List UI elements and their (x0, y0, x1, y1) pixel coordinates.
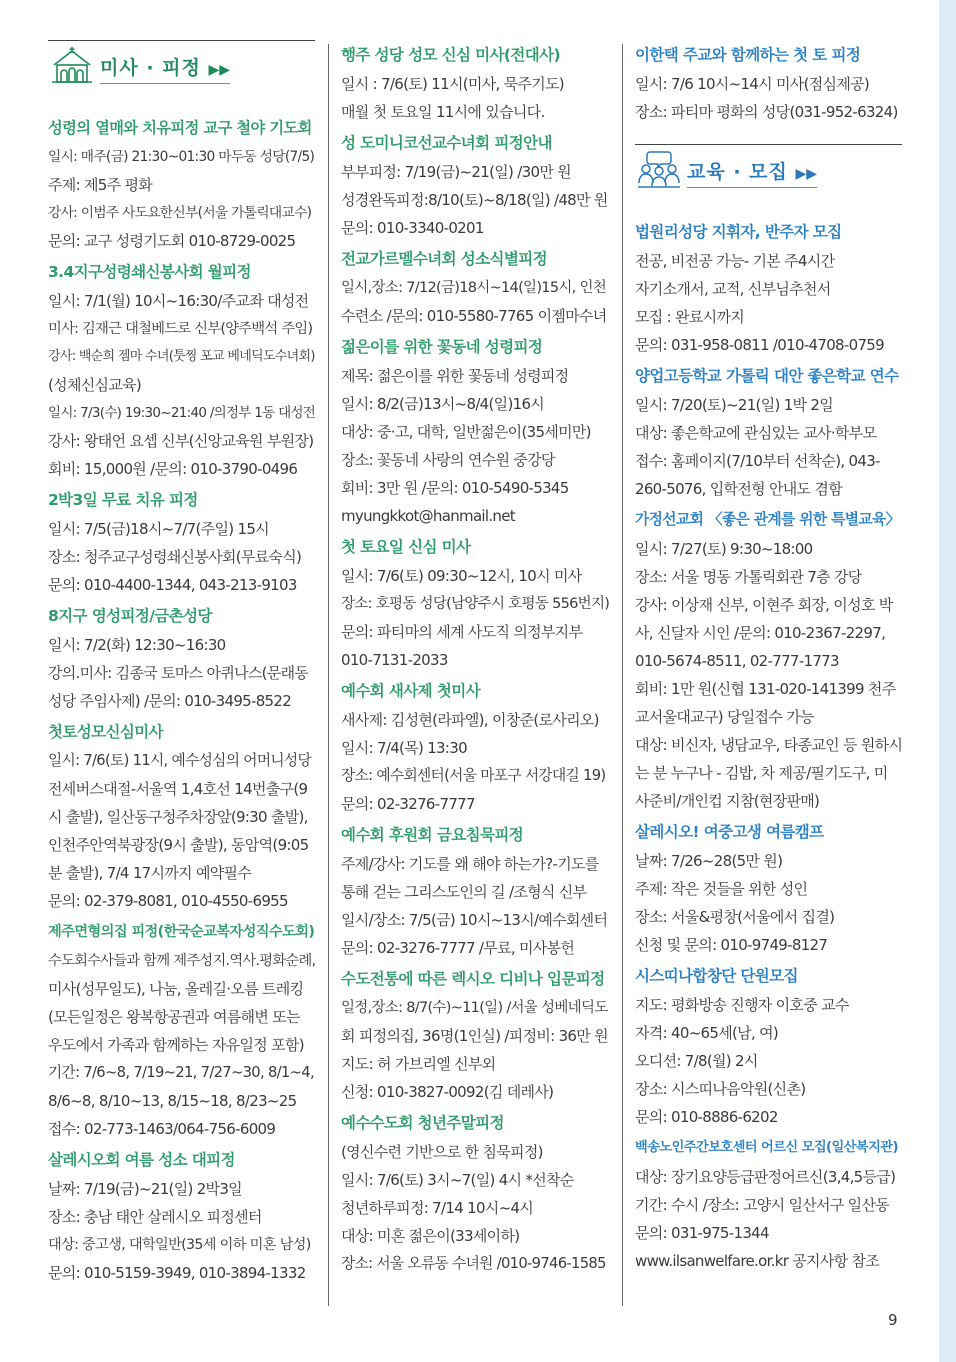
listing-line: 장소: 시스띠나음악원(신촌) (635, 1080, 806, 1098)
listing-line: 자격: 40~65세(남, 여) (635, 1024, 779, 1042)
listing-line: 매월 첫 토요일 11시에 있습니다. (341, 103, 545, 121)
listing-item (341, 40, 609, 126)
listing-item (341, 532, 609, 674)
section-header-education (635, 144, 902, 203)
listing-line: 문의: 010-8886-6202 (635, 1108, 778, 1126)
column-1 (48, 40, 315, 1306)
listing-line: 문의: 교구 성령기도회 010-8729-0025 (48, 232, 296, 250)
listing-line: 는 분 누구나 - 김밥, 차 제공/필기도구, 미 (635, 764, 888, 782)
listing-line: 성경완독피정:8/10(토)~8/18(일) /48만 원 (341, 191, 608, 209)
listing-line: 전공, 비전공 가능- 기본 주4시간 (635, 252, 835, 270)
listing-title: 전교가르멜수녀회 성소식별피정 (341, 250, 548, 268)
listing-line: 전세버스대절-서울역 1,4호선 14번출구(9 (48, 780, 308, 798)
listing-line: 기간: 7/6~8, 7/19~21, 7/27~30, 8/1~4, (48, 1064, 314, 1081)
listing-item (635, 817, 902, 959)
side-color-strip (939, 0, 956, 1362)
listing-title: 8지구 영성피정/금촌성당 (48, 607, 212, 625)
listing-line: www.ilsanwelfare.or.kr 공지사항 참조 (635, 1252, 880, 1270)
listing-group (48, 113, 315, 1287)
listing-line: 회 피정의집, 36명(1인실) /피정비: 36만 원 (341, 1027, 608, 1045)
listing-line: 강사: 이상재 신부, 이현주 회장, 이성호 박 (635, 596, 893, 614)
listing-line: 문의: 010-4400-1344, 043-213-9103 (48, 576, 297, 594)
listing-line: 주제/강사: 기도를 왜 해야 하는가?-기도를 (341, 855, 599, 873)
listing-line: 대상: 중고생, 대학일반(35세 이하 미혼 남성) (48, 1237, 311, 1253)
column-2 (341, 40, 609, 1306)
listing-item (635, 40, 902, 126)
listing-line: 일시,장소: 7/12(금)18시~14(일)15시, 인천 (341, 280, 607, 296)
listing-line: 260-5076, 입학전형 안내도 겸함 (635, 480, 842, 498)
listing-line: 인천주안역북광장(9시 출발), 동암역(9:05 (48, 836, 309, 854)
listing-line: 모집 : 완료시까지 (635, 308, 745, 326)
listing-line: 시 출발), 일산동구청주차장앞(9:30 출발), (48, 808, 308, 826)
listing-line: 미사: 김재근 대철베드로 신부(양주백석 주임) (48, 321, 313, 337)
listing-line: 문의: 031-975-1344 (635, 1224, 769, 1242)
group-icon (637, 149, 681, 189)
listing-line: 장소: 파티마 평화의 성당(031-952-6324) (635, 103, 898, 121)
listing-item (48, 1145, 315, 1287)
listing-line: 수도회수사들과 함께 제주성지.역사.평화순례, (48, 953, 316, 969)
listing-line: 문의: 02-3276-7777 /무료, 미사봉헌 (341, 939, 575, 957)
listing-line: 일시: 8/2(금)13시~8/4(일)16시 (341, 395, 545, 413)
column-divider (328, 44, 329, 1306)
listing-item (635, 1133, 902, 1275)
listing-line: 문의: 파티마의 세계 사도직 의정부지부 (341, 623, 583, 641)
listing-line: 회비: 3만 원 /문의: 010-5490-5345 (341, 479, 569, 497)
listing-line: 일시: 7/27(토) 9:30~18:00 (635, 540, 813, 558)
listing-item (635, 361, 902, 503)
listing-line: 장소: 예수회센터(서울 마포구 서강대길 19) (341, 767, 606, 784)
listing-line: 사준비/개인컵 지참(현장판매) (635, 792, 820, 810)
listing-line: 지도: 허 가브리엘 신부외 (341, 1055, 496, 1073)
listing-line: 새사제: 김성현(라파엘), 이창준(로사리오) (341, 711, 599, 729)
listing-line: 회비: 15,000원 /문의: 010-3790-0496 (48, 460, 298, 478)
section-title-text: 교육 · 모집 (687, 161, 788, 183)
listing-line: 접수: 02-773-1463/064-756-6009 (48, 1120, 276, 1138)
listing-title: 3.4지구성령쇄신봉사회 월피정 (48, 263, 251, 281)
listing-title: 이한택 주교와 함께하는 첫 토 피정 (635, 46, 861, 64)
listing-line: 일시: 7/20(토)~21(일) 1박 2일 (635, 396, 834, 414)
listing-line: 강사: 이범주 사도요한신부(서울 가톨릭대교수) (48, 205, 312, 221)
listing-line: 대상: 장기요양등급판정어르신(3,4,5등급) (635, 1168, 896, 1186)
listing-line: 신청 및 문의: 010-9749-8127 (635, 936, 828, 954)
listing-item (341, 244, 609, 330)
listing-item (341, 1108, 609, 1278)
listing-line: 일시: 7/4(목) 13:30 (341, 739, 467, 757)
listing-item (341, 964, 609, 1106)
listing-line: 일시/장소: 7/5(금) 10시~13시/예수회센터 (341, 911, 608, 929)
listing-item (635, 961, 902, 1131)
listing-line: 분 출발), 7/4 17시까지 예약필수 (48, 864, 252, 882)
page-number: 9 (888, 1311, 898, 1329)
listing-line: 신청: 010-3827-0092(김 데레사) (341, 1083, 554, 1101)
listing-item (341, 332, 609, 530)
listing-title: 예수수도회 청년주말피정 (341, 1114, 504, 1132)
listing-line: 일시: 매주(금) 21:30~01:30 마두동 성당(7/5) (48, 149, 315, 165)
listing-line: 접수: 홈페이지(7/10부터 선착순), 043- (635, 452, 880, 470)
listing-title: 시스띠나합창단 단원모집 (635, 967, 798, 985)
listing-line: 대상: 좋은학교에 관심있는 교사·학부모 (635, 424, 877, 442)
listing-line: 수련소 /문의: 010-5580-7765 이젬마수녀 (341, 307, 607, 325)
listing-item (48, 917, 315, 1143)
listing-title: 성령의 열매와 치유피정 교구 철야 기도회 (48, 119, 312, 137)
listing-line: 문의: 031-958-0811 /010-4708-0759 (635, 336, 884, 354)
listing-item (48, 257, 315, 483)
listing-line: 일시: 7/6(토) 09:30~12시, 10시 미사 (341, 567, 582, 585)
listing-title: 예수회 새사제 첫미사 (341, 682, 480, 700)
listing-line: 날짜: 7/19(금)~21(일) 2박3일 (48, 1180, 242, 1198)
listing-title: 법원리성당 지휘자, 반주자 모집 (635, 223, 842, 241)
listing-title: 행주 성당 성모 신심 미사(전대사) (341, 46, 561, 64)
listing-line: 강사: 백순희 젬마 수녀(툿찡 포교 베네딕도수녀회) (48, 349, 315, 364)
listing-title: 첫 토요일 신심 미사 (341, 538, 471, 556)
listing-item (48, 717, 315, 915)
listing-line: 기간: 수시 /장소: 고양시 일산서구 일산동 (635, 1196, 890, 1214)
listing-line: 장소: 꽃동네 사랑의 연수원 중강당 (341, 451, 555, 469)
listing-line: 일시: 7/6(토) 11시, 예수성심의 어머니성당 (48, 752, 312, 769)
listing-line: 일시: 7/5(금)18시~7/7(주일) 15시 (48, 520, 269, 538)
listing-line: 8/6~8, 8/10~13, 8/15~18, 8/23~25 (48, 1092, 297, 1110)
listing-line: 주제: 작은 것들을 위한 성인 (635, 880, 808, 898)
listing-title: 성 도미니코선교수녀회 피정안내 (341, 134, 552, 152)
listing-line: 청년하루피정: 7/14 10시~4시 (341, 1199, 534, 1217)
listing-title: 예수회 후원회 금요침묵피정 (341, 826, 524, 844)
listing-group (341, 40, 609, 1278)
listing-line: 날짜: 7/26~28(5만 원) (635, 852, 783, 870)
column-divider (622, 44, 623, 1306)
listing-line: 장소: 서울 명동 가톨릭회관 7층 강당 (635, 568, 862, 586)
listing-line: 제목: 젊은이를 위한 꽃동네 성령피정 (341, 367, 569, 385)
listing-title: 양업고등학교 가톨릭 대안 좋은학교 연수 (635, 367, 899, 385)
listing-line: 장소: 호평동 성당(남양주시 호평동 556번지) (341, 596, 610, 612)
listing-line: 사, 신달자 시인 /문의: 010-2367-2297, (635, 624, 886, 642)
column-3 (635, 40, 902, 1306)
listing-group (635, 40, 902, 126)
listing-line: 자기소개서, 교적, 신부님추천서 (635, 280, 831, 298)
listing-title: 첫토성모신심미사 (48, 723, 163, 741)
listing-line: 일시 : 7/6(토) 11시(미사, 묵주기도) (341, 75, 564, 93)
listing-line: 문의: 02-3276-7777 (341, 795, 475, 813)
listing-line: 주제: 제5주 평화 (48, 176, 153, 194)
listing-line: 미사(성무일도), 나눔, 올레길·오름 트레킹 (48, 980, 304, 998)
listing-item (635, 217, 902, 359)
listing-line: 일정,장소: 8/7(수)~11(일) /서울 성베네딕도 (341, 1000, 608, 1016)
listing-line: 오디션: 7/8(월) 2시 (635, 1052, 758, 1070)
section-header-mass (48, 40, 315, 99)
listing-title: 살레시오! 여중고생 여름캠프 (635, 823, 824, 841)
listing-line: myungkkot@hanmail.net (341, 507, 515, 525)
listing-line: 장소: 충남 태안 살레시오 피정센터 (48, 1208, 262, 1226)
listing-title: 2박3일 무료 치유 피정 (48, 491, 198, 509)
listing-title: 젊은이를 위한 꽃동네 성령피정 (341, 338, 543, 356)
church-icon (50, 45, 94, 85)
listing-line: 부부피정: 7/19(금)~21(일) /30만 원 (341, 163, 571, 181)
listing-line: 일시: 7/3(수) 19:30~21:40 /의정부 1동 대성전 (48, 405, 316, 421)
listing-title: 가정선교회 〈좋은 관계를 위한 특별교육〉 (635, 511, 900, 528)
listing-line: (영신수련 기반으로 한 침묵피정) (341, 1143, 543, 1161)
listing-line: 문의: 02-379-8081, 010-4550-6955 (48, 892, 288, 910)
section-title-mass (100, 53, 230, 84)
listing-item (48, 601, 315, 715)
listing-title: 수도전통에 따른 렉시오 디비나 입문피정 (341, 970, 605, 988)
listing-item (341, 128, 609, 242)
listing-item (48, 113, 315, 255)
listing-title: 제주면형의집 피정(한국순교복자성직수도회) (48, 924, 315, 940)
listing-item (341, 820, 609, 962)
listing-title: 백송노인주간보호센터 어르신 모집(일산복지관) (635, 1140, 898, 1155)
arrow-icon: ▶▶ (795, 166, 818, 182)
listing-line: 대상: 미혼 젊은이(33세이하) (341, 1227, 520, 1245)
listing-line: 문의: 010-5159-3949, 010-3894-1332 (48, 1264, 306, 1282)
listing-line: 강의.미사: 김종국 토마스 아퀴나스(문래동 (48, 664, 309, 682)
listing-line: 010-5674-8511, 02-777-1773 (635, 652, 839, 670)
listing-line: 대상: 비신자, 냉담교우, 타종교인 등 원하시 (635, 736, 903, 754)
listing-line: 장소: 서울 오류동 수녀원 /010-9746-1585 (341, 1255, 606, 1272)
listing-line: 통해 걷는 그리스도인의 길 /조형식 신부 (341, 883, 587, 901)
arrow-icon: ▶▶ (208, 62, 231, 78)
listing-line: 지도: 평화방송 진행자 이호중 교수 (635, 996, 849, 1014)
listing-item (635, 505, 902, 815)
listing-line: 우도에서 가족과 함께하는 자유일정 포함) (48, 1036, 304, 1054)
listing-line: 회비: 1만 원(신협 131-020-141399 천주 (635, 680, 896, 698)
listing-line: 대상: 중·고, 대학, 일반젊은이(35세미만) (341, 423, 591, 441)
listing-line: (성체신심교육) (48, 376, 142, 394)
listing-line: 강사: 왕태언 요셉 신부(신앙교육원 부원장) (48, 432, 314, 450)
listing-title: 살레시오회 여름 성소 대피정 (48, 1151, 235, 1169)
listing-line: 일시: 7/1(월) 10시~16:30/주교좌 대성전 (48, 292, 309, 310)
listing-item (341, 676, 609, 818)
listing-line: 성당 주임사제) /문의: 010-3495-8522 (48, 692, 292, 710)
section-title-text: 미사 · 피정 (100, 57, 201, 79)
listing-line: 일시: 7/2(화) 12:30~16:30 (48, 636, 226, 654)
listing-line: (모든일정은 왕복항공권과 여름해변 또는 (48, 1008, 300, 1026)
listing-group (635, 217, 902, 1275)
listing-item (48, 485, 315, 599)
listing-line: 장소: 청주교구성령쇄신봉사회(무료숙식) (48, 548, 302, 566)
listing-line: 장소: 서울&평창(서울에서 집결) (635, 908, 835, 926)
section-title-education (687, 157, 817, 188)
listing-line: 교서울대교구) 당일접수 가능 (635, 708, 814, 726)
listing-line: 문의: 010-3340-0201 (341, 219, 484, 237)
listing-line: 일시: 7/6 10시~14시 미사(점심제공) (635, 75, 870, 93)
listing-line: 010-7131-2033 (341, 651, 448, 669)
listing-line: 일시: 7/6(토) 3시~7(일) 4시 *선착순 (341, 1171, 574, 1189)
